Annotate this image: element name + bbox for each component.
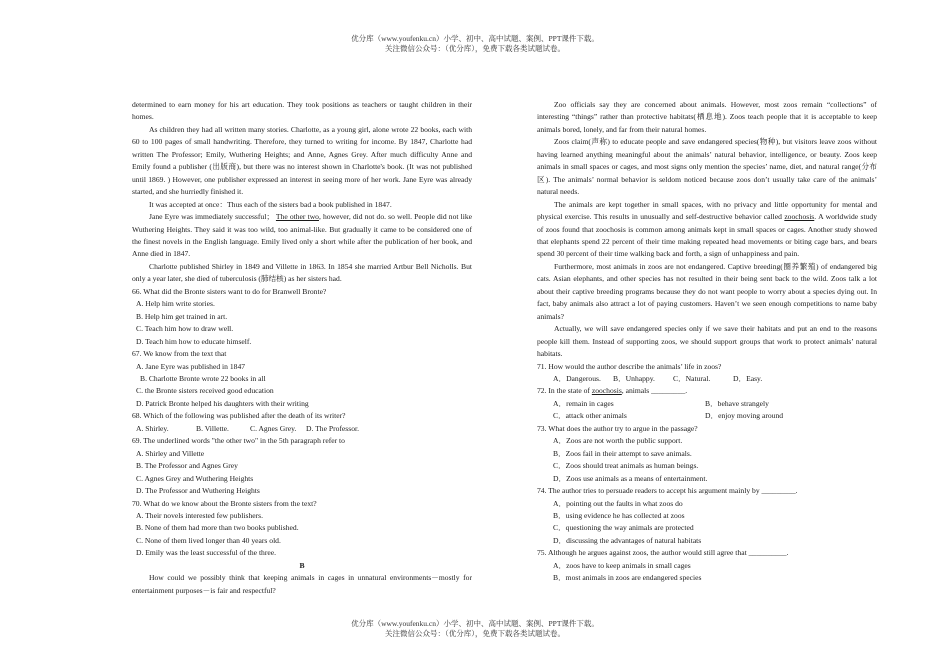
underlined-word: zoochosis [591,386,622,396]
text-run: Jane Eyre was immediately successful； [149,212,274,222]
text-run: . A worldwide study of zoos found that zoochosis is common among animals kept in small spaces or cages. Another study showed that elephants spend 22 percent of their time making repeated head movements or biting cage bars, and bears spend 30 percent of their time walking back and forth, a sign of unhappiness and pain. [537,212,877,259]
text-run: 72. In the state of [537,386,592,396]
question-67: 67. We know from the text that [132,349,227,359]
option: B．Unhappy. [613,373,655,383]
option: A. Shirley. [136,423,169,433]
footer-line-2: 关注微信公众号：（优分库），免费下载各类试题试卷。 [385,629,565,638]
option: A. Shirley and Villette [136,448,205,458]
option: D. The Professor and Wuthering Heights [136,486,260,496]
paragraph [132,211,472,261]
option: B．most animals in zoos are endangered species [553,573,702,583]
header-line-2: 关注微信公众号：（优分库），免费下载各类试题试卷。 [385,44,565,53]
option: C. Agnes Grey and Wuthering Heights [136,473,254,483]
option: B. None of them had more than two books published. [136,523,299,533]
question-72 [537,385,877,397]
left-column [132,99,472,597]
option: A．Zoos are not worth the public support. [553,436,683,446]
option: B. Help him get trained in art. [136,311,228,321]
option: C．questioning the way animals are protected [553,523,694,533]
option: C. Agnes Grey. [250,423,297,433]
paragraph: As children they had all written many stories. Charlotte, as a young girl, alone wrote 22 books, each with 60 to 100 pages of small handwriting. Therefore, they turned to writing for income. By 1847, Charlotte had written The Professor; Emily, Wuthering Heights; and Anne, Agnes Grey. After much difficulty Anne and Emily found a publisher (出版商), but there was no interest shown in Charlotte's book. (It was not published until 1869. ) However, one publisher expressed an interest in seeing more of her work. Jane Eyre was already started, and she hurriedly finished it. [132,124,472,197]
option: A．remain in cages [553,398,614,408]
option: D．enjoy moving around [705,411,784,421]
question-69: 69. The underlined words "the other two" in the 5th paragraph refer to [132,436,345,446]
paragraph: Furthermore, most animals in zoos are not endangered. Captive breeding(圈养繁殖) of endangered big cats. Asian elephants, and other species has not resulted in their being sent back to the wild. Zoos talk a lot about their captive breeding programs because they do not want people to worry about a species dying out. In fact, baby animals also attract a lot of paying customers. Haven’t we seen enough competitions to name baby animals? [537,261,877,321]
right-column [537,99,877,585]
option: C. None of them lived longer than 40 years old. [136,535,281,545]
option: B. The Professor and Agnes Grey [136,461,238,471]
underlined-phrase: The other two [275,212,319,222]
option: D. Emily was the least successful of the three. [136,548,277,558]
question-74: 74. The author tries to persuade readers to accept his argument mainly by _________. [537,486,798,496]
option: D．discussing the advantages of natural habitats [553,535,702,545]
option: B. Charlotte Bronte wrote 22 books in all [140,373,266,383]
option: C．attack other animals [553,411,627,421]
header-line-1: 优分库（www.youfenku.cn）小学、初中、高中试题、案例、PPT课件下载。 [351,34,599,43]
option: C．Natural. [673,373,711,383]
option: A．zoos have to keep animals in small cages [553,560,691,570]
option: A．pointing out the faults in what zoos do [553,498,683,508]
option: D．Zoos use animals as a means of entertainment. [553,473,708,483]
option: C. Teach him how to draw well. [136,324,234,334]
paragraph: Zoo officials say they are concerned about animals. However, most zoos remain “collections” of interesting “things” rather than protective habitats(栖息地). Zoos teach people that it is acceptable to keep animals bored, lonely, and far from their natural homes. [537,100,877,134]
text-run: The animals are kept together in small spaces, with no privacy and little opportunity for mental and physical exercise. This results in unusually and self-destructive behavior called [537,199,877,222]
question-75: 75. Although he argues against zoos, the author would still agree that __________. [537,548,789,558]
page-footer [0,619,950,639]
underlined-word: zoochosis [784,212,815,222]
option: B. Villette. [196,423,229,433]
option: A. Their novels interested few publishers. [136,510,264,520]
question-73: 73. What does the author try to argue in the passage? [537,423,698,433]
paragraph: How could we possibly think that keeping animals in cages in unnatural environments－mostly for entertainment purposes－is fair and respectful? [132,573,472,595]
paragraph [537,199,877,261]
question-70: 70. What do we know about the Bronte sisters from the text? [132,498,317,508]
options-row [132,423,472,435]
text-run: , however, did not do. so well. People did not like Wuthering Heights. They said it was too wild, too animal-like. But gradually it came to be considered one of the finest novels in the English language. Emily lived only a short while after the publication of her book, and Anne died in 1847. [132,212,472,259]
option: D. Patrick Bronte helped his daughters with their writing [136,398,309,408]
question-68: 68. Which of the following was published after the death of its writer? [132,411,346,421]
options-row [537,410,877,422]
option: B．behave strangely [705,398,769,408]
option: D. Teach him how to educate himself. [136,336,252,346]
option: C．Zoos should treat animals as human beings. [553,461,699,471]
option: A．Dangerous. [553,373,601,383]
paragraph: Actually, we will save endangered species only if we save their habitats and put an end to the reasons people kill them. Instead of supporting zoos, we should support groups that work to protect animals’ natural habitats. [537,324,877,359]
section-heading: B [299,560,305,570]
options-row [537,398,877,410]
page-header [0,34,950,54]
option: B．using evidence he has collected at zoos [553,510,685,520]
paragraph: Zoos claim(声称) to educate people and save endangered species(物种), but visitors leave zoos without having learned anything meaningful about the animals’ natural behavior, intelligence, or beauty. Zoos keep animals in small spaces or cages, and most signs only mention the species’ name, diet, and natural range(分布区). The animals’ normal behavior is seldom noticed because zoos don’t usually take care of the animals’ natural needs. [537,137,877,197]
footer-line-1: 优分库（www.youfenku.cn）小学、初中、高中试题、案例、PPT课件下载。 [351,619,599,628]
option: B．Zoos fail in their attempt to save animals. [553,448,692,458]
paragraph: determined to earn money for his art education. They took positions as teachers or taught children in their homes. [132,100,472,122]
question-71: 71. How would the author describe the animals’ life in zoos? [537,361,722,371]
option: A. Jane Eyre was published in 1847 [136,361,246,371]
option: C. the Bronte sisters received good education [136,386,274,396]
option: D. The Professor. [306,423,360,433]
question-66: 66. What did the Bronte sisters want to do for Branwell Bronte? [132,286,327,296]
text-run: , animals _________. [621,386,688,396]
option: D．Easy. [733,373,763,383]
paragraph: It was accepted at once：Thus each of the sisters bad a book published in 1847. [149,199,392,209]
option: A. Help him write stories. [136,299,215,309]
paragraph: Charlotte published Shirley in 1849 and Villette in 1863. In 1854 she married Artbur Bell Nicholls. But only a year later, she died of tuberculosis (肺结核) as her sisters had. [132,261,472,284]
options-row [537,373,877,385]
